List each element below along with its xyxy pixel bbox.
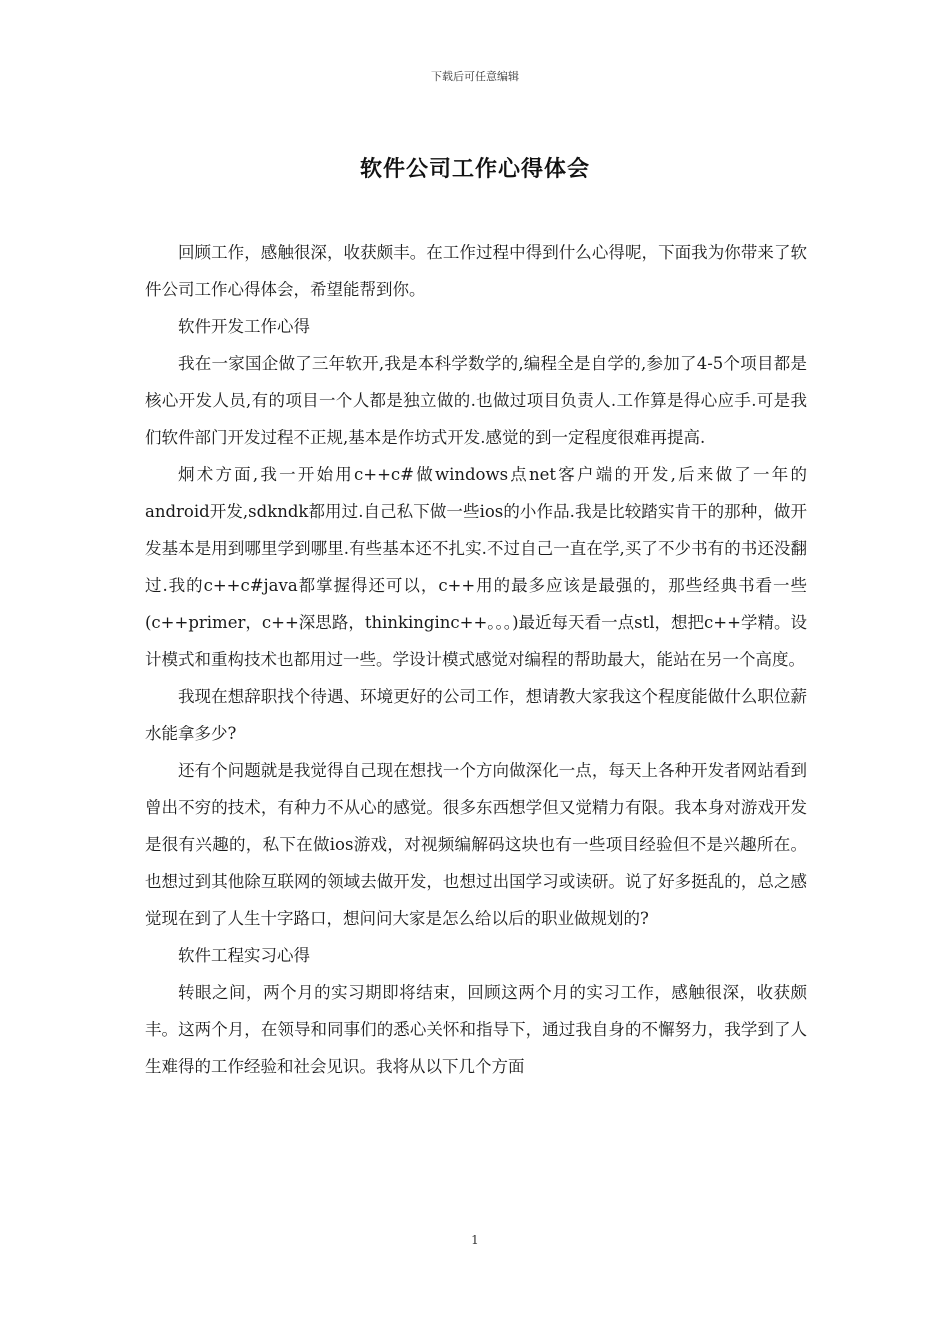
- paragraph-background: 我在一家国企做了三年软开,我是本科学数学的,编程全是自学的,参加了4-5个项目都是核心开发人员,有的项目一个人都是独立做的.也做过项目负责人.工作算是得心应手.可是我们软件部门开发过程不正规,基本是作坊式开发.感觉的到一定程度很难再提高.: [145, 354, 807, 447]
- document-body: [145, 234, 807, 1085]
- page-number: 1: [471, 1233, 479, 1247]
- page-header: 下载后可任意编辑: [431, 70, 519, 83]
- section-heading-internship: 软件工程实习心得: [178, 946, 310, 965]
- paragraph-technology: 炯术方面,我一开始用c++c#做windows点net客户端的开发,后来做了一年的android开发,sdkndk都用过.自己私下做一些ios的小作品.我是比较踏实肯干的那种，做开发基本是用到哪里学到哪里.有些基本还不扎实.不过自己一直在学,买了不少书有的书还没翻过.我的c++c#java都掌握得还可以，c++用的最多应该是最强的，那些经典书看一些(c++primer，c++深思路，thinkinginc++。。。)最近每天看一点stl，想把c++学精。设计模式和重构技术也都用过一些。学设计模式感觉对编程的帮助最大，能站在另一个高度。: [145, 465, 807, 669]
- paragraph-internship: 转眼之间，两个月的实习期即将结束，回顾这两个月的实习工作，感触很深，收获颇丰。这两个月，在领导和同事们的悉心关怀和指导下，通过我自身的不懈努力，我学到了人生难得的工作经验和社会见识。我将从以下几个方面: [145, 983, 807, 1076]
- section-heading-software-dev: 软件开发工作心得: [178, 317, 310, 336]
- paragraph-career-direction: 还有个问题就是我觉得自己现在想找一个方向做深化一点，每天上各种开发者网站看到曾出不穷的技术，有种力不从心的感觉。很多东西想学但又觉精力有限。我本身对游戏开发是很有兴趣的，私下在做ios游戏，对视频编解码这块也有一些项目经验但不是兴趣所在。也想过到其他除互联网的领域去做开发，也想过出国学习或读研。说了好多挺乱的，总之感觉现在到了人生十字路口，想问问大家是怎么给以后的职业做规划的?: [145, 761, 807, 928]
- document-title: 软件公司工作心得体会: [359, 157, 590, 182]
- paragraph-job-question: 我现在想辞职找个待遇、环境更好的公司工作，想请教大家我这个程度能做什么职位薪水能拿多少?: [145, 687, 807, 743]
- paragraph-intro: 回顾工作，感触很深，收获颇丰。在工作过程中得到什么心得呢，下面我为你带来了软件公司工作心得体会，希望能帮到你。: [145, 243, 807, 299]
